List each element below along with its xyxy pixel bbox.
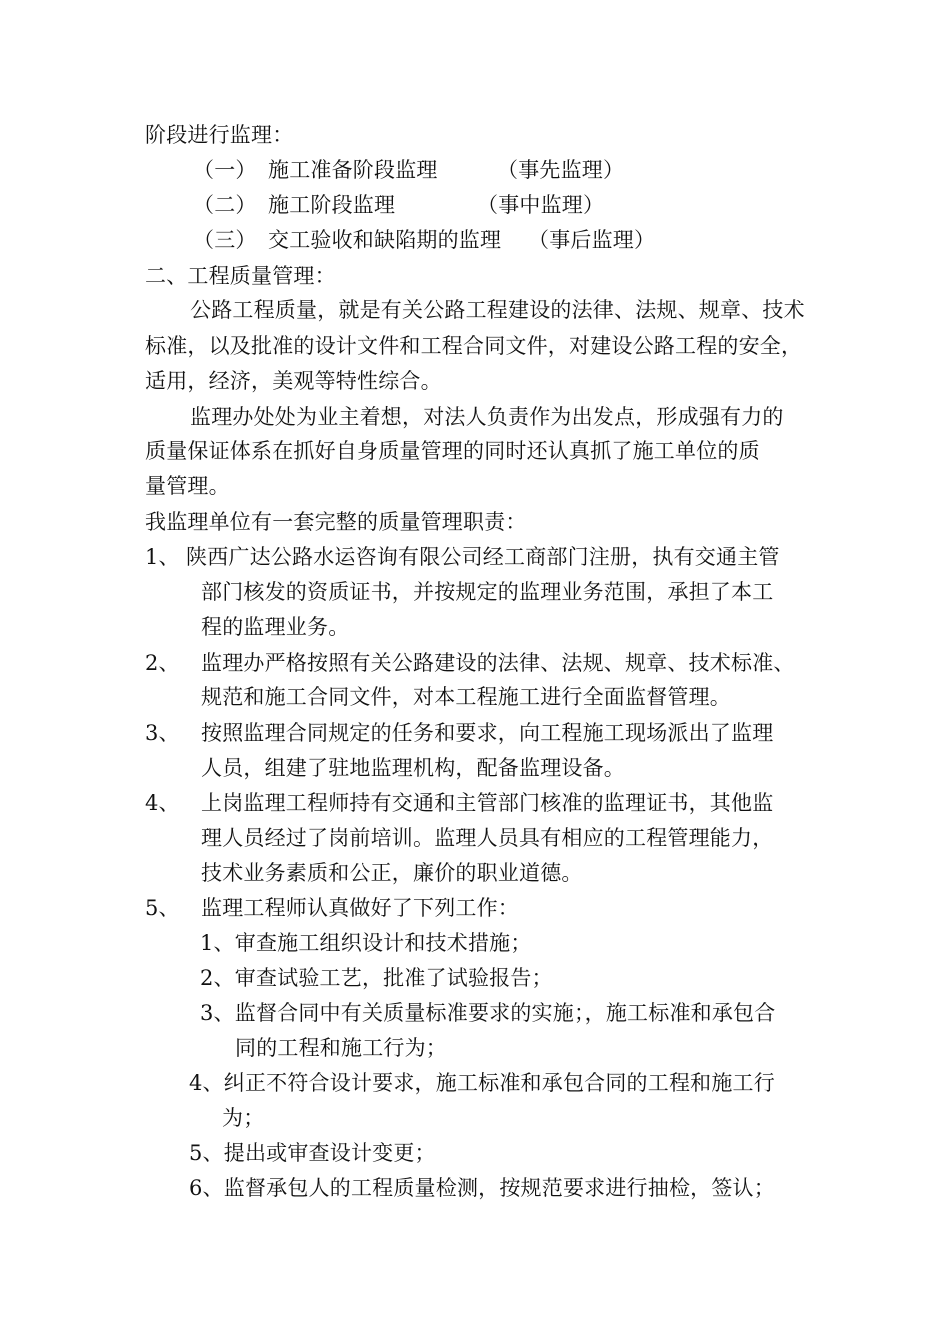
list-item-line: 人员，组建了驻地监理机构，配备监理设备。: [201, 756, 625, 780]
sub-item-line: 4、纠正不符合设计要求，施工标准和承包合同的工程和施工行: [189, 1071, 775, 1095]
list-item-line: 程的监理业务。: [201, 615, 350, 639]
list-item-line: 上岗监理工程师持有交通和主管部门核准的监理证书，其他监: [201, 791, 774, 815]
paragraph-line: 质量保证体系在抓好自身质量管理的同时还认真抓了施工单位的质: [145, 439, 760, 463]
list-item-line: 部门核发的资质证书，并按规定的监理业务范围，承担了本工: [201, 580, 774, 604]
stage-number: （三）: [193, 228, 257, 252]
stage-note: （事先监理）: [497, 158, 625, 182]
list-number: 3、: [145, 721, 180, 745]
list-item-line: 监理办严格按照有关公路建设的法律、法规、规章、技术标准、: [201, 651, 795, 675]
list-item-line: 理人员经过了岗前培训。监理人员具有相应的工程管理能力，: [201, 826, 774, 850]
sub-item-line: 5、提出或审查设计变更；: [189, 1141, 436, 1165]
paragraph-line: 适用，经济，美观等特性综合。: [145, 369, 442, 393]
paragraph-line: 标准，以及批准的设计文件和工程合同文件，对建设公路工程的安全，: [145, 334, 803, 358]
list-number: 2、: [145, 651, 180, 675]
sub-item-line: 为；: [222, 1106, 265, 1130]
duties-intro: 我监理单位有一套完整的质量管理职责：: [145, 510, 527, 534]
list-item-line: 按照监理合同规定的任务和要求，向工程施工现场派出了监理: [201, 721, 774, 745]
paragraph-line: 量管理。: [145, 474, 230, 498]
sub-item-line: 3、监督合同中有关质量标准要求的实施；，施工标准和承包合: [200, 1001, 776, 1025]
list-item-line: 技术业务素质和公正，廉价的职业道德。: [201, 861, 583, 885]
section-heading: 二、工程质量管理：: [145, 264, 336, 288]
stage-note: （事中监理）: [477, 193, 605, 217]
sub-item-line: 同的工程和施工行为；: [235, 1036, 447, 1060]
list-item-line: 陕西广达公路水运咨询有限公司经工商部门注册，执有交通主管: [186, 545, 780, 569]
sub-item-line: 1、审查施工组织设计和技术措施；: [200, 931, 532, 955]
sub-item-line: 6、监督承包人的工程质量检测，按规范要求进行抽检，签认；: [189, 1176, 775, 1200]
list-item-line: 规范和施工合同文件，对本工程施工进行全面监督管理。: [201, 685, 731, 709]
list-number: 4、: [145, 791, 180, 815]
stage-note: （事后监理）: [528, 228, 656, 252]
stage-number: （一）: [193, 158, 257, 182]
paragraph-line: 监理办处处为业主着想，对法人负责作为出发点，形成强有力的: [190, 405, 784, 429]
paragraph-line: 公路工程质量，就是有关公路工程建设的法律、法规、规章、技术: [190, 298, 805, 322]
sub-item-line: 2、审查试验工艺，批准了试验报告；: [200, 966, 553, 990]
stage-name: 交工验收和缺陷期的监理: [268, 228, 502, 252]
stage-intro: 阶段进行监理：: [145, 123, 294, 147]
stage-name: 施工阶段监理: [268, 193, 396, 217]
stage-number: （二）: [193, 193, 257, 217]
list-number: 1、: [145, 545, 180, 569]
list-item-line: 监理工程师认真做好了下列工作：: [201, 896, 519, 920]
list-number: 5、: [145, 896, 180, 920]
stage-name: 施工准备阶段监理: [268, 158, 438, 182]
